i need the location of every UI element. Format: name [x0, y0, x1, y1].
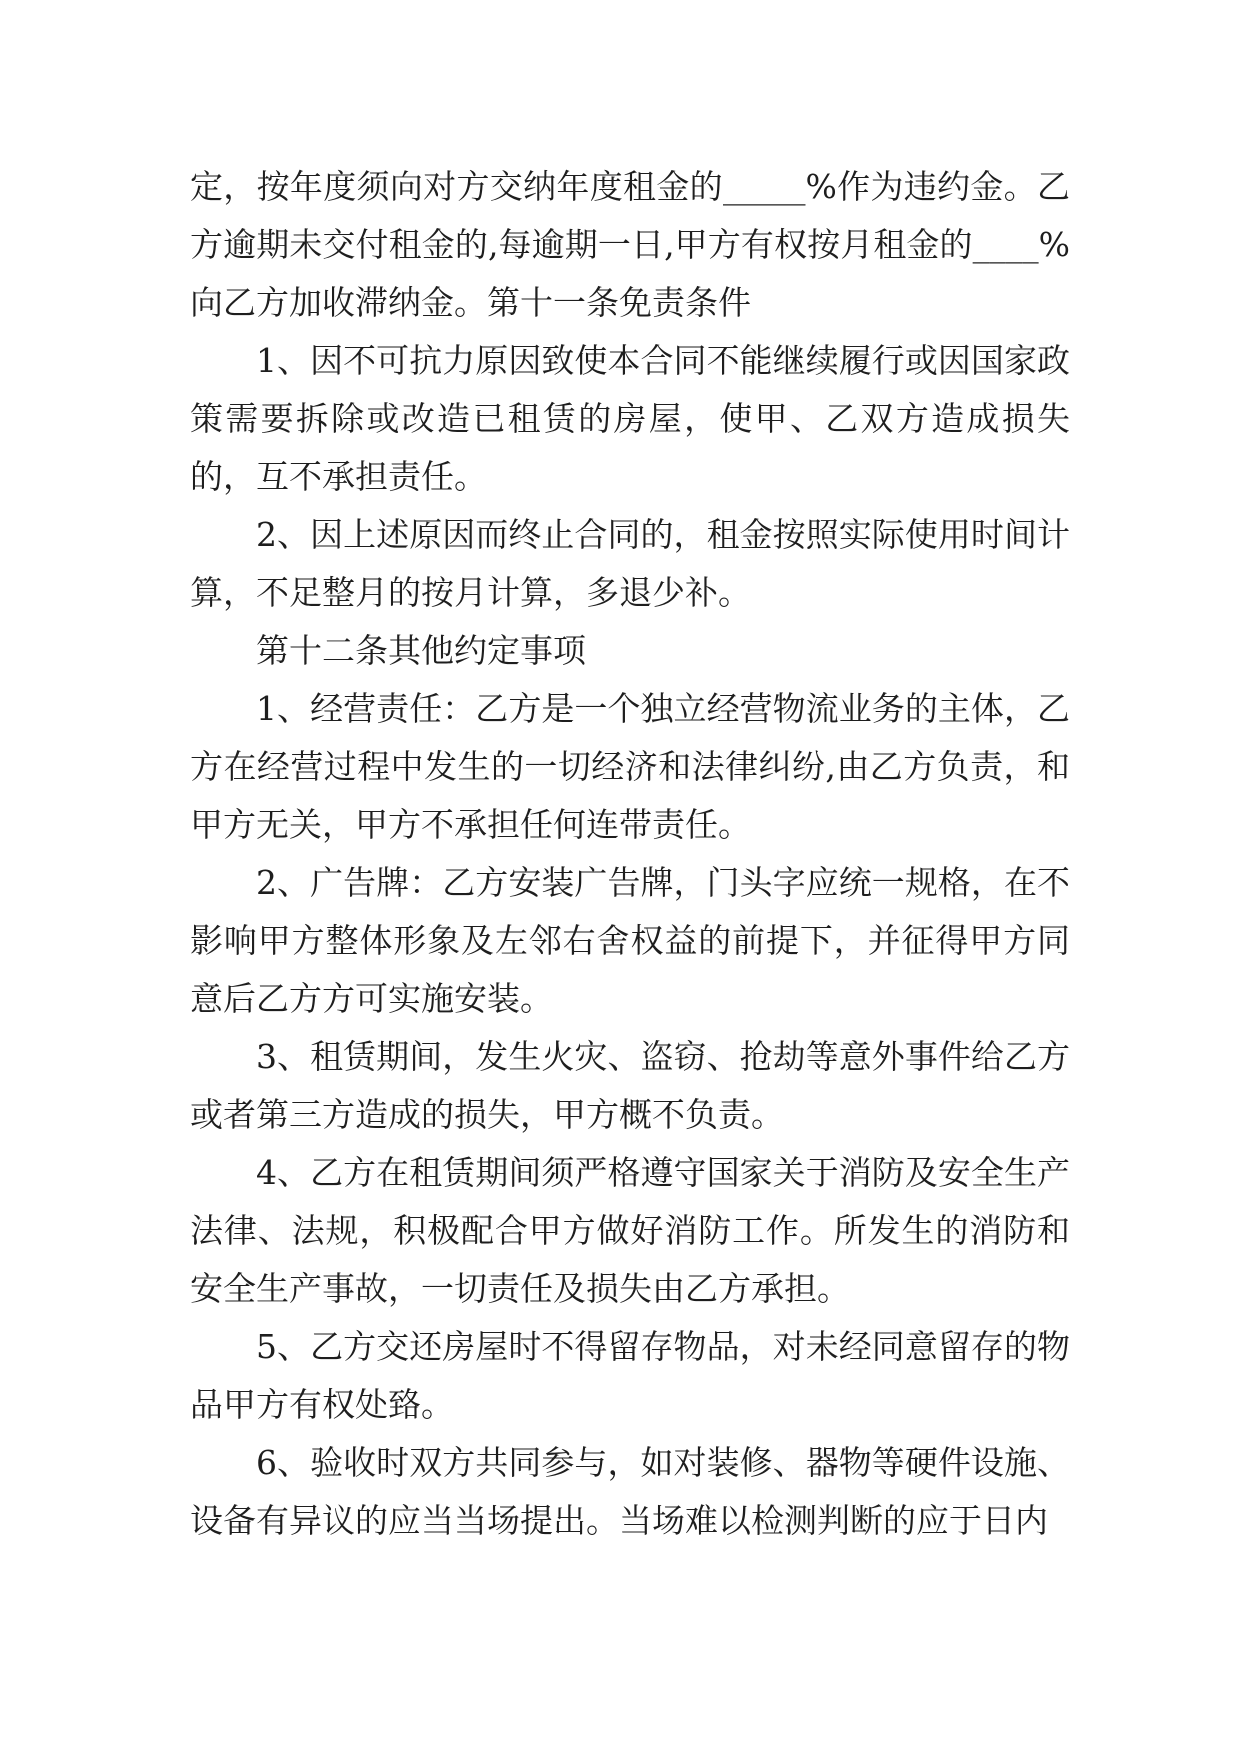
- paragraph-penalty-clause: 定，按年度须向对方交纳年度租金的_____%作为违约金。乙方逾期未交付租金的,每逾期一日,甲方有权按月租金的____%向乙方加收滞纳金。第十一条免责条件: [190, 167, 1070, 322]
- paragraph-fire-safety: 4、乙方在租赁期间须严格遵守国家关于消防及安全生产法律、法规，积极配合甲方做好消防工作。所发生的消防和安全生产事故，一切责任及损失由乙方承担。: [190, 1153, 1070, 1308]
- paragraph-rent-settlement: 2、因上述原因而终止合同的，租金按照实际使用时间计算，不足整月的按月计算，多退少补。: [190, 515, 1070, 612]
- paragraph-accidents: 3、租赁期间，发生火灾、盗窃、抢劫等意外事件给乙方或者第三方造成的损失，甲方概不负责。: [190, 1037, 1070, 1134]
- paragraph-force-majeure: 1、因不可抗力原因致使本合同不能继续履行或因国家政策需要拆除或改造已租赁的房屋，使甲、乙双方造成损失的，互不承担责任。: [190, 341, 1070, 496]
- paragraph-inspection: 6、验收时双方共同参与，如对装修、器物等硬件设施、设备有异议的应当当场提出。当场难以检测判断的应于日内: [190, 1443, 1070, 1540]
- section-heading-article-12: 第十二条其他约定事项: [256, 631, 586, 670]
- paragraph-billboard: 2、广告牌：乙方安装广告牌，门头字应统一规格，在不影响甲方整体形象及左邻右舍权益的前提下，并征得甲方同意后乙方方可实施安装。: [190, 863, 1070, 1018]
- document-body: [190, 158, 1070, 1550]
- paragraph-business-liability: 1、经营责任：乙方是一个独立经营物流业务的主体，乙方在经营过程中发生的一切经济和法律纠纷,由乙方负责，和甲方无关，甲方不承担任何连带责任。: [190, 689, 1070, 844]
- paragraph-return-property: 5、乙方交还房屋时不得留存物品，对未经同意留存的物品甲方有权处臵。: [190, 1327, 1070, 1424]
